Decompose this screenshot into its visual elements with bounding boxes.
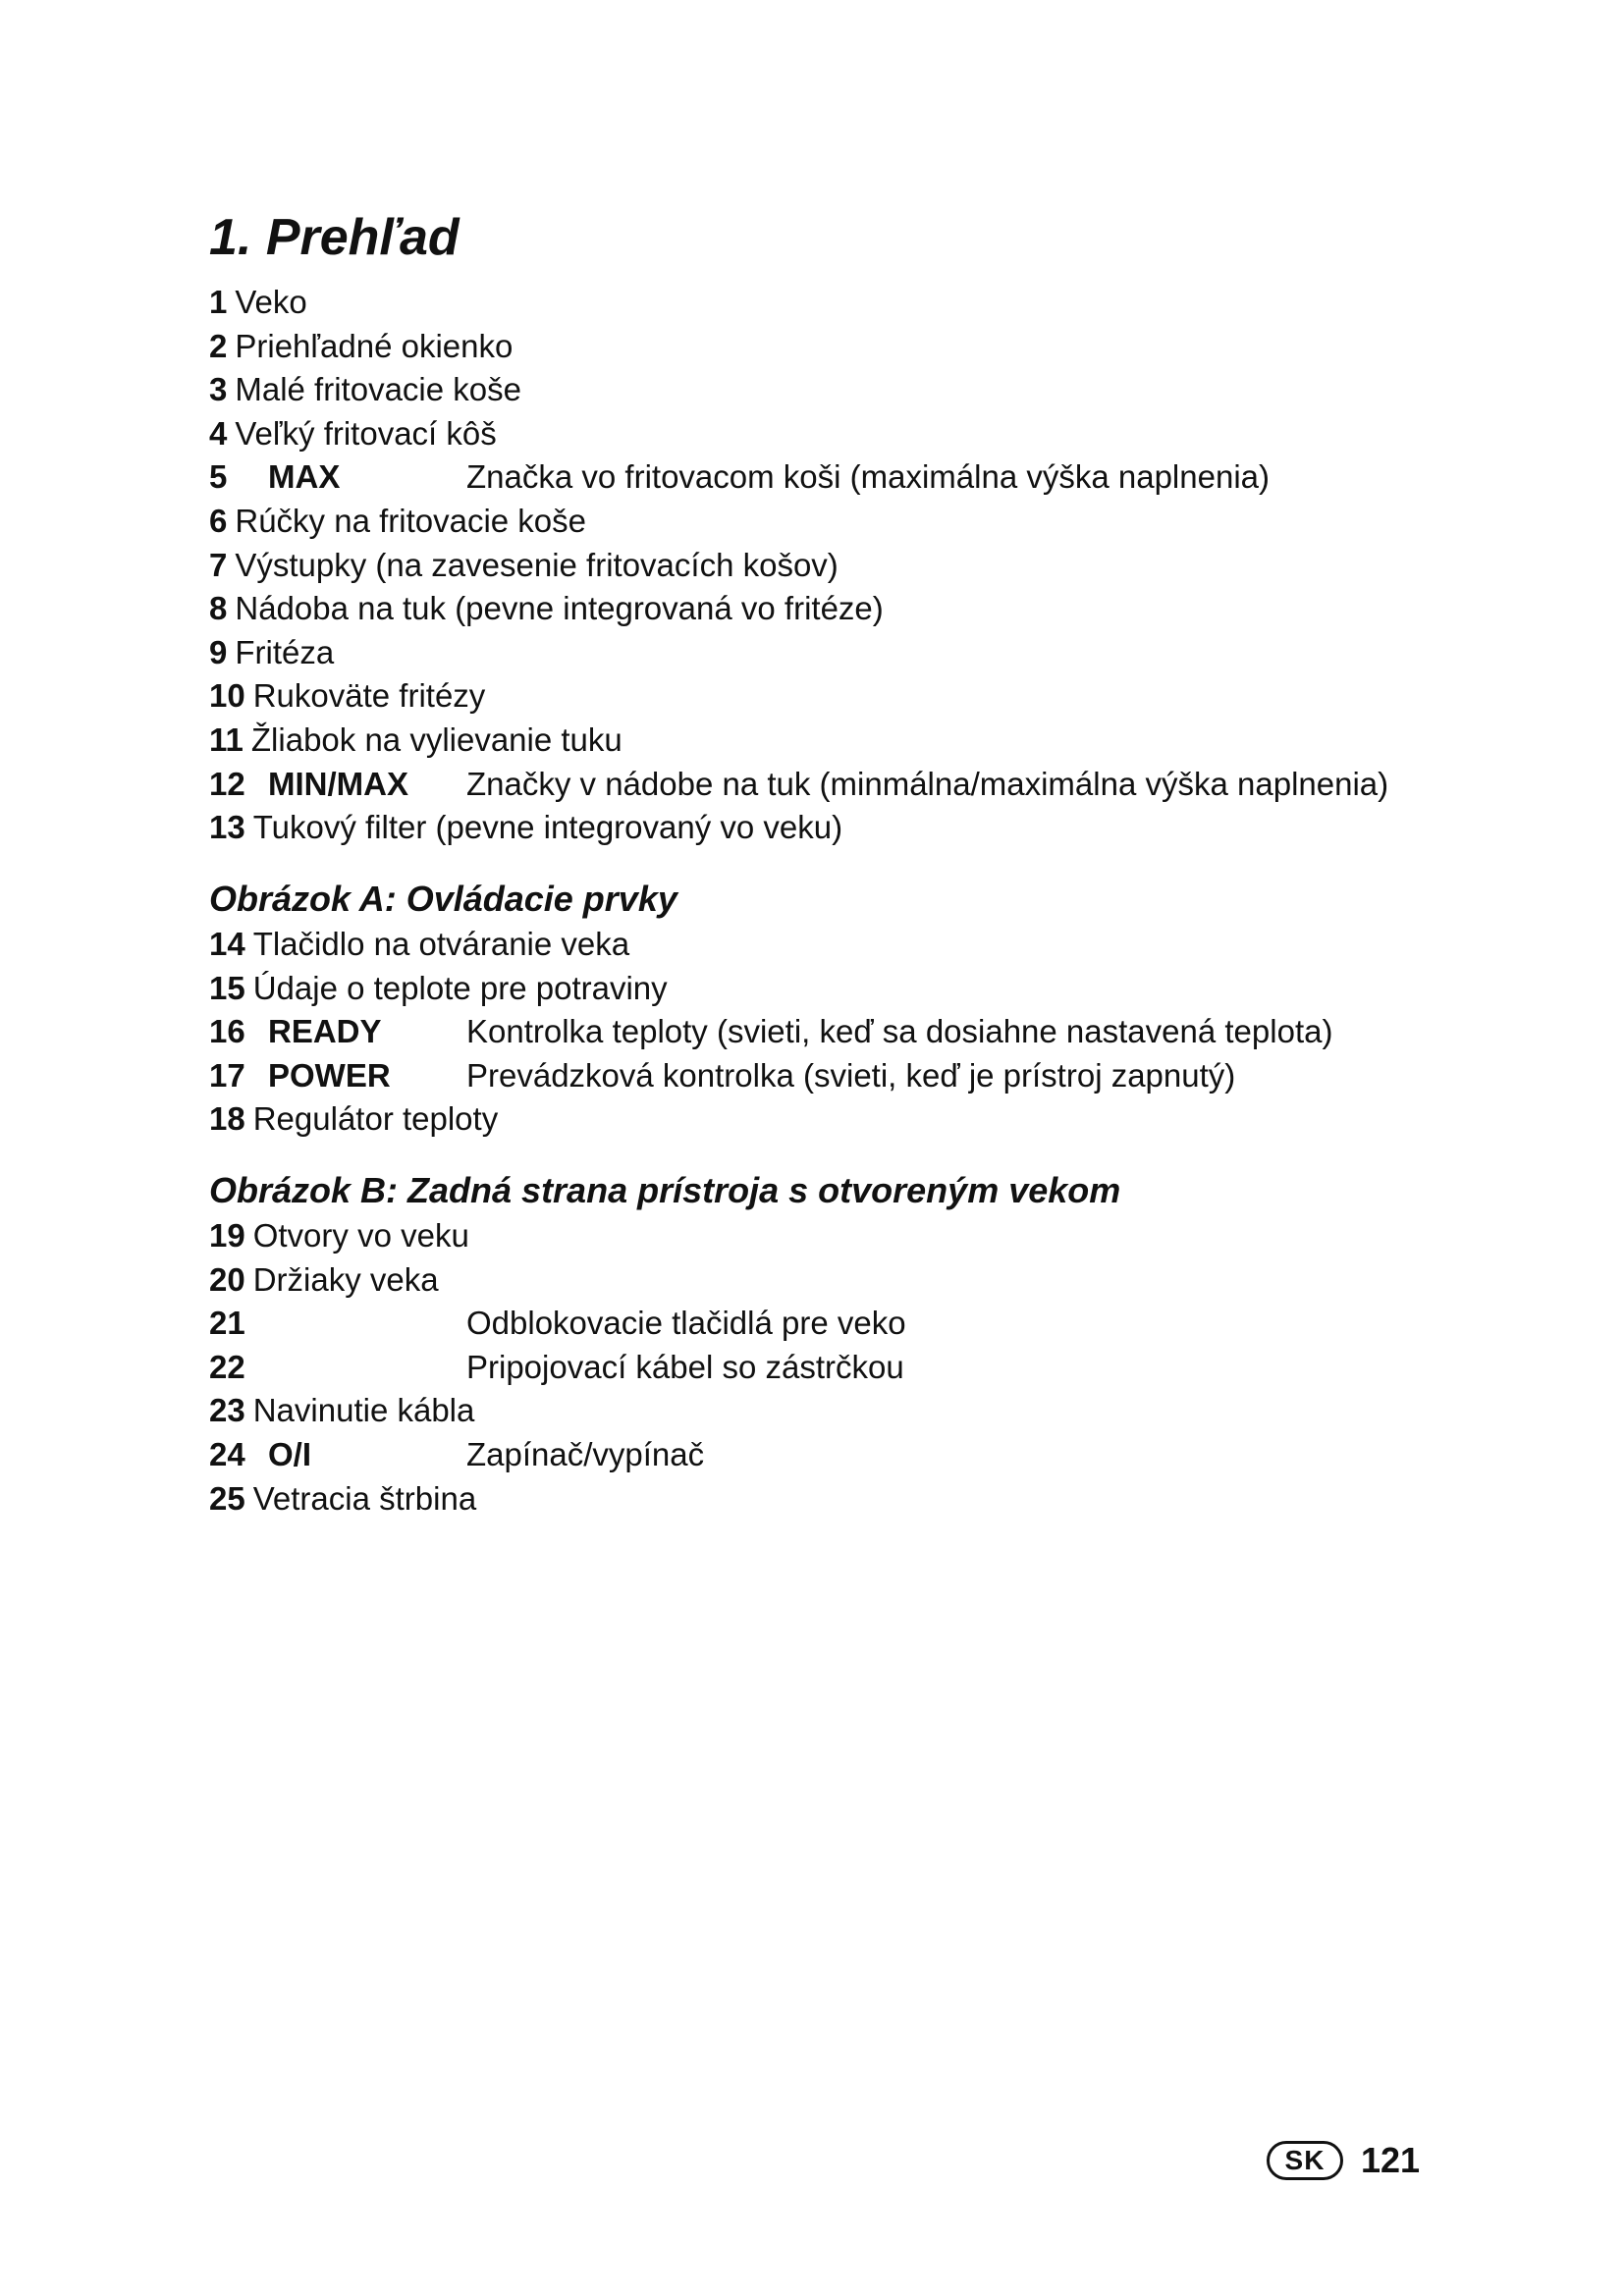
item-label: POWER [268, 1056, 391, 1094]
item-number: 11 [209, 721, 244, 758]
item-description: Vetracia štrbina [252, 1479, 477, 1517]
item-description: Žliabok na vylievanie tuku [250, 721, 623, 758]
list-item [209, 544, 884, 588]
item-description: Rúčky na fritovacie koše [235, 502, 587, 539]
item-number: 14 [209, 926, 245, 962]
item-description: Značka vo fritovacom koši (maximálna výška naplnenia) [466, 458, 1270, 496]
item-number: 22 [209, 1348, 245, 1385]
item-description: Veko [235, 284, 307, 320]
item-number: 23 [209, 1392, 245, 1429]
item-description: Fritéza [235, 633, 335, 670]
list-item [209, 674, 884, 719]
list-item [209, 1433, 705, 1477]
page-footer [1267, 2136, 1420, 2185]
list-item [209, 806, 884, 850]
item-number: 3 [209, 371, 228, 408]
item-number: 4 [209, 414, 228, 452]
item-number: 21 [209, 1305, 245, 1342]
item-number: 7 [209, 546, 228, 583]
list-item [209, 1346, 904, 1390]
list-item [209, 1258, 476, 1303]
section-a-list [209, 923, 1333, 1142]
item-description: Kontrolka teploty (svieti, keď sa dosiahne nastavená teplota) [466, 1013, 1333, 1050]
item-number: 1 [209, 284, 228, 320]
item-number: 20 [209, 1260, 245, 1298]
list-item [209, 967, 668, 1011]
list-item [209, 1214, 476, 1258]
item-description: Regulátor teploty [252, 1100, 499, 1138]
list-item [209, 1010, 1333, 1054]
item-number: 6 [209, 502, 228, 539]
item-number: 17 [209, 1056, 245, 1094]
item-description: Veľký fritovací kôš [235, 414, 497, 452]
list-item [209, 1389, 476, 1433]
list-item [209, 719, 884, 763]
item-description: Odblokovacie tlačidlá pre veko [466, 1305, 906, 1342]
item-number: 25 [209, 1479, 245, 1517]
item-description: Prevádzková kontrolka (svieti, keď je prístroj zapnutý) [466, 1056, 1236, 1094]
item-description: Nádoba na tuk (pevne integrovaná vo fritéze) [235, 590, 884, 627]
item-description: Rukoväte fritézy [252, 677, 486, 715]
list-item [209, 1054, 1236, 1098]
overview-list [209, 281, 1389, 850]
list-item [209, 455, 1270, 500]
section-b-heading: Obrázok B: Zadná strana prístroja s otvoreným vekom [209, 1170, 1121, 1210]
section-a-heading: Obrázok A: Ovládacie prvky [209, 879, 677, 919]
list-item [209, 631, 884, 675]
list-item [209, 412, 884, 456]
list-item [209, 1477, 476, 1522]
item-label: MAX [268, 458, 341, 496]
list-item [209, 325, 884, 369]
section-b-list [209, 1214, 906, 1521]
page-title: 1. Prehľad [209, 209, 460, 266]
item-description: Zapínač/vypínač [466, 1435, 705, 1472]
item-number: 10 [209, 677, 245, 715]
item-description: Otvory vo veku [252, 1217, 469, 1254]
item-description: Malé fritovacie koše [235, 371, 521, 408]
item-description: Navinutie kábla [252, 1392, 475, 1429]
list-item [209, 1302, 906, 1346]
list-item [209, 500, 884, 544]
item-description: Údaje o teplote pre potraviny [252, 969, 668, 1006]
item-number: 2 [209, 327, 228, 364]
list-item [209, 1097, 668, 1142]
item-number: 19 [209, 1217, 245, 1254]
item-number: 13 [209, 809, 245, 846]
item-number: 12 [209, 765, 245, 802]
item-description: Značky v nádobe na tuk (minmálna/maximálna výška naplnenia) [466, 765, 1389, 802]
item-number: 15 [209, 969, 245, 1006]
list-item [209, 923, 668, 967]
language-badge: SK [1267, 2141, 1343, 2180]
item-label: READY [268, 1013, 382, 1050]
item-description: Priehľadné okienko [235, 327, 514, 364]
item-description: Držiaky veka [252, 1260, 439, 1298]
item-number: 8 [209, 590, 228, 627]
item-label: O/I [268, 1435, 312, 1472]
list-item [209, 587, 884, 631]
item-number: 18 [209, 1100, 245, 1138]
item-number: 16 [209, 1013, 245, 1050]
item-description: Tlačidlo na otváranie veka [252, 926, 630, 962]
item-label: MIN/MAX [268, 765, 408, 802]
list-item [209, 763, 1389, 807]
item-number: 9 [209, 633, 228, 670]
list-item [209, 368, 884, 412]
item-description: Pripojovací kábel so zástrčkou [466, 1348, 904, 1385]
item-number: 5 [209, 458, 228, 496]
list-item [209, 281, 884, 325]
item-description: Tukový filter (pevne integrovaný vo veku) [252, 809, 843, 846]
item-number: 24 [209, 1435, 245, 1472]
item-description: Výstupky (na zavesenie fritovacích košov) [235, 546, 839, 583]
page-number: 121 [1361, 2140, 1421, 2180]
